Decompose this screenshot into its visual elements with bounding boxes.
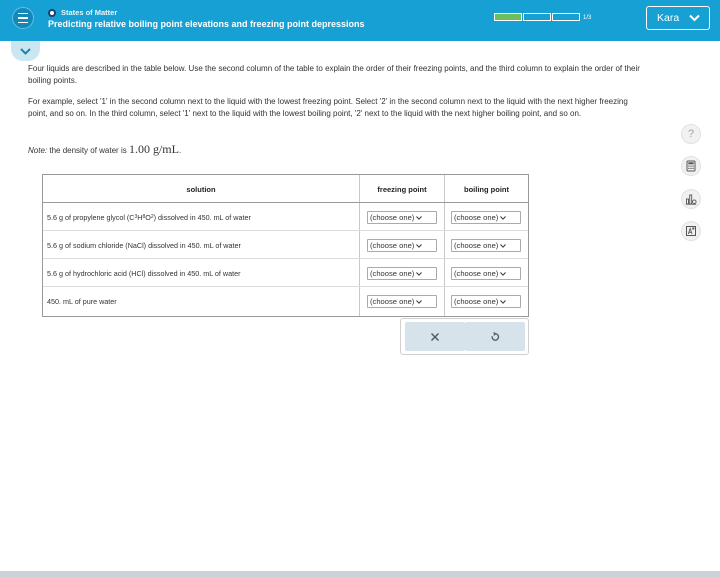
note-end: . bbox=[178, 146, 182, 155]
note-label: Note: bbox=[28, 146, 48, 155]
boiling-point-select[interactable] bbox=[451, 239, 521, 252]
select-value: (choose one) bbox=[370, 213, 415, 222]
solution-cell: 5.6 g of sodium chloride (NaCl) dissolved in 450. mL of water bbox=[47, 240, 241, 250]
chevron-down-icon bbox=[500, 216, 506, 220]
freezing-point-select[interactable] bbox=[367, 267, 437, 280]
solution-text: H bbox=[137, 212, 143, 222]
calculator-button[interactable] bbox=[681, 156, 701, 176]
chevron-down-icon bbox=[500, 300, 506, 304]
progress-segment bbox=[552, 13, 580, 21]
answer-actions bbox=[400, 318, 529, 355]
select-value: (choose one) bbox=[370, 241, 415, 250]
periodic-table-button[interactable] bbox=[681, 221, 701, 241]
solution-text: O bbox=[145, 212, 151, 222]
solution-text: ) dissolved in 450. mL of water bbox=[153, 212, 251, 222]
boiling-point-select[interactable] bbox=[451, 267, 521, 280]
user-menu-button[interactable] bbox=[646, 6, 710, 30]
undo-button[interactable] bbox=[465, 322, 525, 351]
note-text: the density of water is bbox=[47, 146, 129, 155]
header-bar bbox=[0, 0, 720, 41]
page-title: Predicting relative boiling point elevations and freezing point depressions bbox=[48, 19, 365, 29]
progress-segment bbox=[494, 13, 522, 21]
solution-cell: 5.6 g of hydrochloric acid (HCl) dissolved in 450. mL of water bbox=[47, 268, 241, 278]
header-boiling-point: boiling point bbox=[464, 184, 509, 194]
chevron-down-icon bbox=[689, 14, 700, 22]
freezing-point-select[interactable] bbox=[367, 295, 437, 308]
progress-bar bbox=[494, 13, 580, 21]
select-value: (choose one) bbox=[370, 269, 415, 278]
table-header-row bbox=[43, 175, 528, 203]
chevron-down-icon bbox=[20, 48, 31, 55]
subscript: 2 bbox=[150, 214, 154, 220]
menu-line-icon bbox=[18, 22, 28, 24]
progress-segment bbox=[523, 13, 551, 21]
clear-button[interactable] bbox=[405, 322, 465, 351]
select-value: (choose one) bbox=[454, 269, 499, 278]
chart-button[interactable] bbox=[681, 189, 701, 209]
table-row bbox=[43, 231, 528, 259]
menu-line-icon bbox=[18, 13, 28, 15]
instructions-paragraph: Four liquids are described in the table below. Use the second column of the table to explain the order of their freezing points, and the third column to explain the order of their boiling points. bbox=[28, 64, 640, 85]
select-value: (choose one) bbox=[454, 213, 499, 222]
header-freezing-point: freezing point bbox=[377, 184, 427, 194]
topic-status-icon bbox=[48, 9, 56, 17]
calculator-icon bbox=[685, 160, 697, 172]
boiling-point-select[interactable] bbox=[451, 211, 521, 224]
topic-row bbox=[48, 8, 117, 17]
boiling-point-select[interactable] bbox=[451, 295, 521, 308]
chevron-down-icon bbox=[416, 300, 422, 304]
solution-text: 5.6 g of propylene glycol (C bbox=[47, 212, 135, 222]
table-row bbox=[43, 259, 528, 287]
select-value: (choose one) bbox=[454, 297, 499, 306]
chevron-down-icon bbox=[500, 244, 506, 248]
freezing-point-select[interactable] bbox=[367, 211, 437, 224]
progress-label: 1/3 bbox=[583, 15, 592, 21]
help-button[interactable] bbox=[681, 124, 701, 144]
solution-cell: 450. mL of pure water bbox=[47, 296, 117, 306]
table-row bbox=[43, 203, 528, 231]
undo-icon bbox=[490, 332, 500, 342]
periodic-table-icon bbox=[685, 225, 697, 237]
user-name: Kara bbox=[657, 12, 680, 24]
chevron-down-icon bbox=[416, 272, 422, 276]
note-value: 1.00 g/mL bbox=[128, 142, 179, 156]
freezing-point-select[interactable] bbox=[367, 239, 437, 252]
header-solution: solution bbox=[186, 184, 216, 194]
answer-table bbox=[42, 174, 529, 317]
chevron-down-icon bbox=[416, 216, 422, 220]
help-icon: ? bbox=[687, 128, 695, 140]
density-note bbox=[28, 142, 181, 157]
example-paragraph: For example, select '1' in the second column next to the liquid with the lowest freezing point. Select '2' in the second column next to the liquid with the next higher freezing point, and so on. In the third column, select '1' next to the liquid with the lowest boiling point, '2' next to the liquid with the next higher boiling point, and so on. bbox=[28, 97, 628, 118]
collapse-tab[interactable] bbox=[11, 41, 40, 61]
topic-label: States of Matter bbox=[61, 8, 118, 17]
chevron-down-icon bbox=[500, 272, 506, 276]
chevron-down-icon bbox=[416, 244, 422, 248]
menu-line-icon bbox=[18, 17, 28, 19]
subscript: 8 bbox=[142, 214, 146, 220]
menu-button[interactable] bbox=[12, 7, 34, 29]
solution-cell bbox=[47, 203, 251, 231]
chart-icon bbox=[685, 193, 697, 205]
select-value: (choose one) bbox=[454, 241, 499, 250]
table-row bbox=[43, 287, 528, 315]
x-icon bbox=[430, 332, 440, 342]
select-value: (choose one) bbox=[370, 297, 415, 306]
subscript: 3 bbox=[134, 214, 138, 220]
bottom-bar bbox=[0, 571, 720, 577]
